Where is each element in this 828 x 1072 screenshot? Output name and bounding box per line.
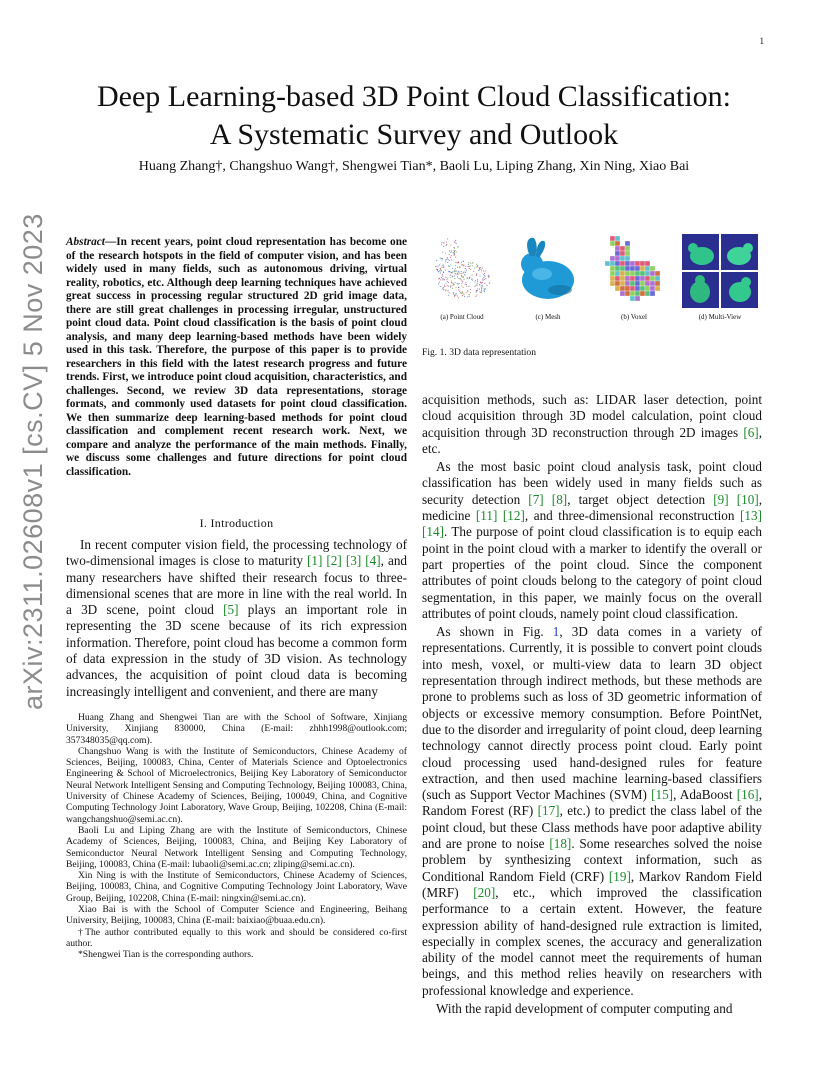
citation-link[interactable]: [10] (736, 491, 759, 507)
citation-link[interactable]: [20] (473, 884, 496, 900)
author-list: Huang Zhang†, Changshuo Wang†, Shengwei Tian*, Baoli Lu, Liping Zhang, Xin Ning, Xiao Bai (138, 159, 690, 174)
footnote: †The author contributed equally to this work and should be considered co-first author. (66, 926, 407, 949)
figure-3d-representations (422, 232, 762, 344)
paragraph: With the rapid development of computer computing and (436, 1000, 733, 1016)
abstract-text: —In recent years, point cloud representation has become one of the research hotspots in the field of computer vision, and has been widely used in many fields, such as autonomous driving, virtual reality, robotics, etc. Although deep learning techniques have achieved great success in processing regular structured 2D grid image data, there are still great challenges in processing irregular, unstructured point cloud data. Point cloud classification is the basis of point cloud analysis, and many deep learning-based methods have been widely used in this task. Therefore, the purpose of this paper is to provide researchers in this field with the latest research progress and future trends. First, we introduce point cloud acquisition, characteristics, and challenges. Second, we review 3D data representations, storage formats, and commonly used datasets for point cloud classification. We then summarize deep learning-based methods for point cloud classification and complement recent research work. Next, we compare and analyze the performance of the main methods. Finally, we discuss some challenges and future directions for point cloud classification. (66, 236, 407, 478)
arxiv-stamp: arXiv:2311.02608v1 [cs.CV] 5 Nov 2023 (18, 213, 48, 710)
voxel-bunny-icon (598, 234, 670, 308)
section-heading-introduction: I. Introduction (199, 516, 274, 530)
title-line-2: A Systematic Survey and Outlook (209, 118, 619, 151)
figure-panel-point-cloud (422, 234, 502, 321)
figure-panel-mesh (508, 234, 588, 321)
paper-title (40, 78, 788, 154)
right-column-text (422, 392, 762, 1019)
footnote: Changshuo Wang is with the Institute of Semiconductors, Chinese Academy of Sciences, Beijing, 100083, China, Center of Materials Science and Optoelectronics Engineering & School of Microelectronics, Beijing Key Laboratory of Semiconductor Neural Network Intelligent Sensing and Computing Technology, Beijing 100083, China, University of Chinese Academy of Sciences, Beijing, 100049, China, and Cognitive Computing Technology Joint Laboratory, Wave Group, Beijing, 102208, China (E-mail: wangchangshuo@semi.ac.cn). (66, 745, 407, 825)
citation-link[interactable]: [17] (537, 803, 560, 819)
citation-link[interactable]: [9] (713, 491, 729, 507)
footnote: *Shengwei Tian is the corresponding authors. (78, 949, 254, 961)
citation-link[interactable]: [1] (306, 553, 323, 569)
introduction-paragraph (66, 537, 407, 700)
mesh-bunny-icon (512, 234, 584, 308)
figure-panel-voxel (594, 234, 674, 321)
panel-caption: (b) Voxel (621, 313, 647, 321)
citation-link[interactable]: [8] (551, 491, 568, 507)
citation-link[interactable]: [2] (326, 553, 342, 569)
intro-text: , and many researchers have shifted their research focus to three-dimensional scenes that are more in line with the real world. In a 3D scene, point cloud (66, 553, 408, 618)
figure-caption: Fig. 1. 3D data representation (422, 347, 537, 358)
citation-link[interactable]: [13] (740, 508, 763, 524)
figure-panel-multi-view (680, 234, 760, 321)
footnote: Huang Zhang and Shengwei Tian are with the School of Software, Xinjiang University, Xinjiang 830000, China (E-mail: zhhh1998@outlook.com; 357348035@qq.com). (66, 712, 407, 746)
citation-link[interactable]: [18] (549, 836, 572, 852)
panel-caption: (d) Multi-View (698, 313, 742, 321)
citation-link[interactable]: [7] (528, 491, 544, 507)
paragraph: As shown in Fig. 1, 3D data comes in a variety of representations. Currently, it is possible to convert point clouds into mesh, voxel, or multi-view data to learn 3D object representation through indirect methods, but these methods are prone to problems such as loss of 3D geometric information of objects or excessive memory consumption. Before PointNet, due to the disorder and irregularity of point cloud, deep learning technology cannot directly process point cloud. Early point cloud processing used hand-designed rules for feature extraction, and then used machine learning-based classifiers (such as Support Vector Machines (SVM) [15], AdaBoost [16], Random Forest (RF) [17], etc.) to predict the class label of the point cloud, but these Class methods have poor adaptive ability and are prone to noise [18]. Some researches solved the noise problem by synthesizing context information, such as Conditional Random Field (CRF) [19], Markov Random Field (MRF) [20], etc., which improved the classification performance to a certain extent. However, the feature expression ability of hand-designed rule extraction is limited, especially in complex scenes, the accuracy and generalization ability of the model cannot meet the requirements of human beings, and this method relies heavily on researchers with professional knowledge and experience. (422, 624, 762, 998)
abstract-label: Abstract (66, 236, 105, 248)
point-cloud-bunny-icon (426, 234, 498, 308)
footnote: Xiao Bai is with the School of Computer Science and Engineering, Beihang University, Beijing, 100083, China (E-mail: baixiao@buaa.edu.cn). (66, 904, 407, 927)
citation-link[interactable]: [3] (345, 553, 362, 569)
panel-caption: (a) Point Cloud (440, 313, 484, 321)
title-line-1: Deep Learning-based 3D Point Cloud Classification: (96, 80, 732, 113)
footnote: Baoli Lu and Liping Zhang are with the Institute of Semiconductors, Chinese Academy of Sciences, Beijing, 100083, China, and Beijing Key Laboratory of Semiconductor Neural Network Intelligent Sensing and Computing Technology, Beijing, 100083, China (E-mail: lubaoli@semi.ac.cn; zliping@semi.ac.cn). (66, 824, 407, 870)
citation-link[interactable]: [12] (502, 508, 525, 524)
author-footnotes (66, 712, 407, 961)
citation-link[interactable]: [14] (422, 524, 444, 540)
intro-text: plays an important role in representing the 3D scene because of its rich expression information. Therefore, point cloud has become a common form of data expression in the study of 3D vision. As technology advances, the acquisition of point cloud data is becoming increasingly intelligent and convenient, and there are many (66, 602, 407, 699)
panel-caption: (c) Mesh (535, 313, 561, 321)
citation-link[interactable]: [4] (365, 553, 381, 569)
paragraph: acquisition methods, such as: LIDAR laser detection, point cloud acquisition through 3D model calculation, point cloud acquisition through 3D reconstruction through 2D images [6], etc. (422, 392, 762, 456)
citation-link[interactable]: [19] (608, 868, 631, 884)
figure-link[interactable]: 1 (552, 624, 560, 640)
abstract (66, 236, 407, 479)
paragraph: As the most basic point cloud analysis task, point cloud classification has been widely used in many fields such as security detection [7] [8], target object detection [9] [10], medicine [11] [12], and three-dimensional reconstruction [13] [14]. The purpose of point cloud classification is to equip each point in the point cloud with a marker to identify the overall or part properties of the point cloud. Since the component attributes of point clouds belong to the category of point cloud segmentation, in this paper, we mainly focus on the overall attributes of point clouds, namely point cloud classification. (422, 459, 763, 621)
page-number: 1 (759, 36, 764, 46)
footnote: Xin Ning is with the Institute of Semiconductors, Chinese Academy of Sciences, Beijing, 100083, China, and Cognitive Computing Technology Joint Laboratory, Wave Group, Beijing, 102208, China (E-mail: ningxin@semi.ac.cn). (66, 870, 407, 904)
intro-text: In recent computer vision field, the processing technology of two-dimensional images is close to maturity (66, 537, 407, 569)
citation-link[interactable]: [11] (475, 508, 498, 524)
multi-view-bunny-icon (682, 234, 758, 308)
citation-link[interactable]: [15] (651, 787, 674, 803)
citation-link[interactable]: [5] (223, 602, 239, 618)
citation-link[interactable]: [16] (736, 787, 759, 803)
citation-link[interactable]: [6] (743, 424, 759, 440)
